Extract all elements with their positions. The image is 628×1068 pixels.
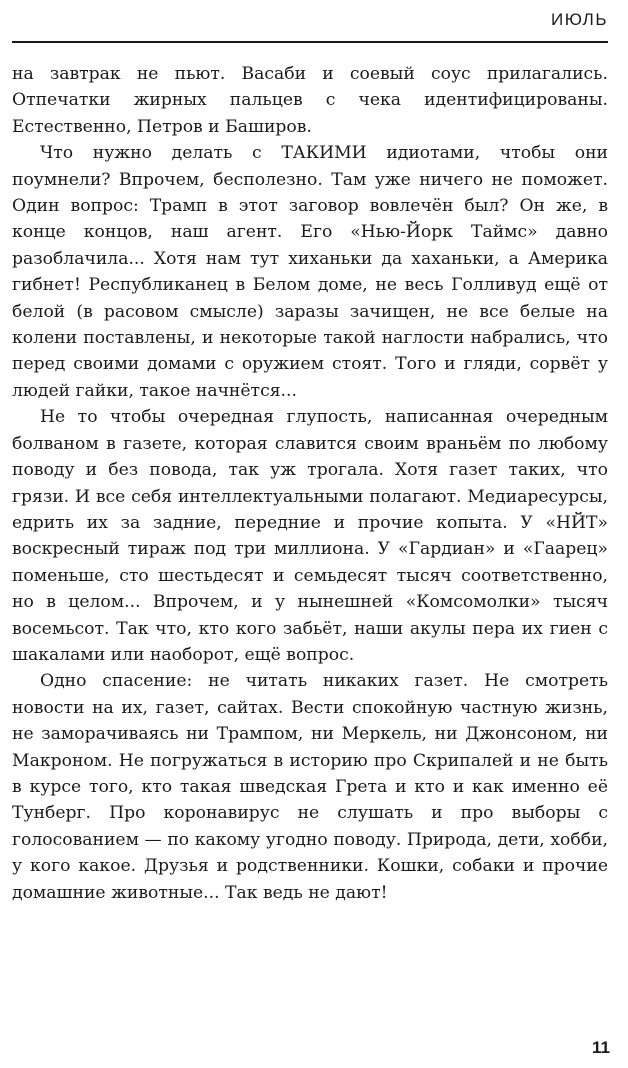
paragraph-3: Не то чтобы очередная глупость, написанная очередным болваном в газете, которая славится своим враньём по любому поводу и без повода, так уж трогала. Хотя газет таких, что грязи. И все себя интеллектуальными полагают. Медиаресурсы, едрить их за задние, передние и прочие копыта. У «НЙТ» воскресный тираж под три миллиона. У «Гардиан» и «Гаарец» поменьше, сто шестьдесят и семьдесят тысяч соответственно, но в целом... Впрочем, и у нынешней «Комсомолки» тысяч восемьсот. Так что, кто кого забьёт, наши акулы пера их гиен с шакалами или наоборот, ещё вопрос.	[12, 407, 608, 665]
paragraph-4: Одно спасение: не читать никаких газет. Не смотреть новости на их, газет, сайтах. Вести спокойную частную жизнь, не заморачиваясь ни Трампом, ни Меркель, ни Джонсоном, ни Макроном. Не погружаться в историю про Скрипалей и не быть в курсе того, кто такая шведская Грета и кто и как именно её Тунберг. Про коронавирус не слушать и про выборы с голосованием — по какому угодно поводу. Природа, дети, хобби, у кого какое. Друзья и родственники. Кошки, собаки и прочие домашние животные... Так ведь не дают!	[12, 671, 608, 903]
paragraph-2: Что нужно делать с ТАКИМИ идиотами, чтобы они поумнели? Впрочем, бесполезно. Там уже ничего не поможет. Один вопрос: Трамп в этот заговор вовлечён был? Он же, в конце концов, наш агент. Его «Нью-Йорк Таймс» давно разоблачила... Хотя нам тут хиханьки да хаханьки, а Америка гибнет! Республиканец в Белом доме, не весь Голливуд ещё от белой (в расовом смысле) заразы зачищен, не все белые на колени поставлены, и некоторые такой наглости набрались, что перед своими домами с оружием стоят. Того и гляди, сорвёт у людей гайки, такое начнётся...	[12, 143, 608, 401]
running-head-title: ИЮЛЬ	[551, 10, 608, 29]
paragraph-1: на завтрак не пьют. Васаби и соевый соус прилагались. Отпечатки жирных пальцев с чека идентифицированы. Естественно, Петров и Баширов.	[12, 64, 608, 137]
page-body	[12, 61, 608, 906]
header-rule	[12, 41, 608, 43]
page-number: 11	[592, 1038, 610, 1057]
